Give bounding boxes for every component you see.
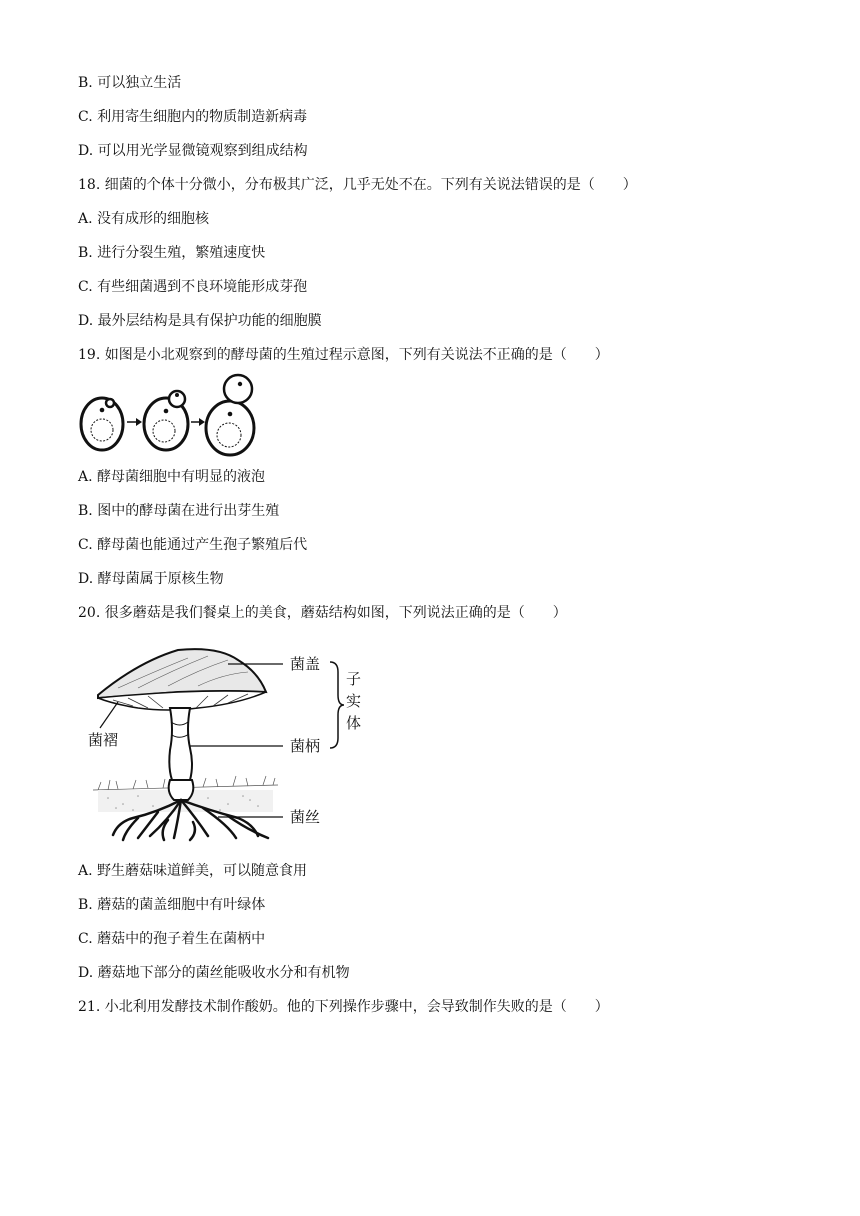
label-cap: 菌盖 <box>290 655 321 673</box>
mushroom-figure <box>78 640 378 845</box>
q17-option-b: B. 可以独立生活 <box>78 75 182 91</box>
q19-option-b: B. 图中的酵母菌在进行出芽生殖 <box>78 503 280 519</box>
yeast-cell-3 <box>206 375 254 455</box>
yeast-cell-1 <box>81 398 123 450</box>
q18-option-a: A. 没有成形的细胞核 <box>78 211 210 227</box>
q18-option-b: B. 进行分裂生殖，繁殖速度快 <box>78 245 266 261</box>
q19-option-a: A. 酵母菌细胞中有明显的液泡 <box>78 469 266 485</box>
label-fruit-body-2: 实 <box>346 692 362 710</box>
q20-option-d: D. 蘑菇地下部分的菌丝能吸收水分和有机物 <box>78 965 350 981</box>
q18-stem: 18. 细菌的个体十分微小，分布极其广泛，几乎无处不在。下列有关说法错误的是（ ） <box>78 177 637 193</box>
q18-option-c: C. 有些细菌遇到不良环境能形成芽孢 <box>78 279 308 295</box>
arrow-2 <box>191 418 205 426</box>
label-gills: 菌褶 <box>88 731 119 749</box>
q17-option-c: C. 利用寄生细胞内的物质制造新病毒 <box>78 109 308 125</box>
yeast-budding-figure <box>78 372 278 458</box>
q17-option-d: D. 可以用光学显微镜观察到组成结构 <box>78 143 308 159</box>
yeast-cell-2 <box>144 391 188 450</box>
label-stalk: 菌柄 <box>290 737 321 755</box>
arrow-1 <box>127 418 142 426</box>
q20-option-a: A. 野生蘑菇味道鲜美，可以随意食用 <box>78 863 308 879</box>
fruit-body-bracket <box>330 662 344 748</box>
q20-stem: 20. 很多蘑菇是我们餐桌上的美食，蘑菇结构如图，下列说法正确的是（ ） <box>78 605 567 621</box>
q21-stem: 21. 小北利用发酵技术制作酸奶。他的下列操作步骤中，会导致制作失败的是（ ） <box>78 999 609 1015</box>
q20-option-b: B. 蘑菇的菌盖细胞中有叶绿体 <box>78 897 266 913</box>
q19-option-c: C. 酵母菌也能通过产生孢子繁殖后代 <box>78 537 308 553</box>
q19-option-d: D. 酵母菌属于原核生物 <box>78 571 224 587</box>
label-fruit-body-1: 子 <box>346 670 362 688</box>
q19-stem: 19. 如图是小北观察到的酵母菌的生殖过程示意图，下列有关说法不正确的是（ ） <box>78 347 609 363</box>
label-fruit-body-3: 体 <box>346 714 362 732</box>
label-hyphae: 菌丝 <box>290 808 321 826</box>
q20-option-c: C. 蘑菇中的孢子着生在菌柄中 <box>78 931 266 947</box>
mushroom-stalk <box>169 708 192 780</box>
q18-option-d: D. 最外层结构是具有保护功能的细胞膜 <box>78 313 322 329</box>
